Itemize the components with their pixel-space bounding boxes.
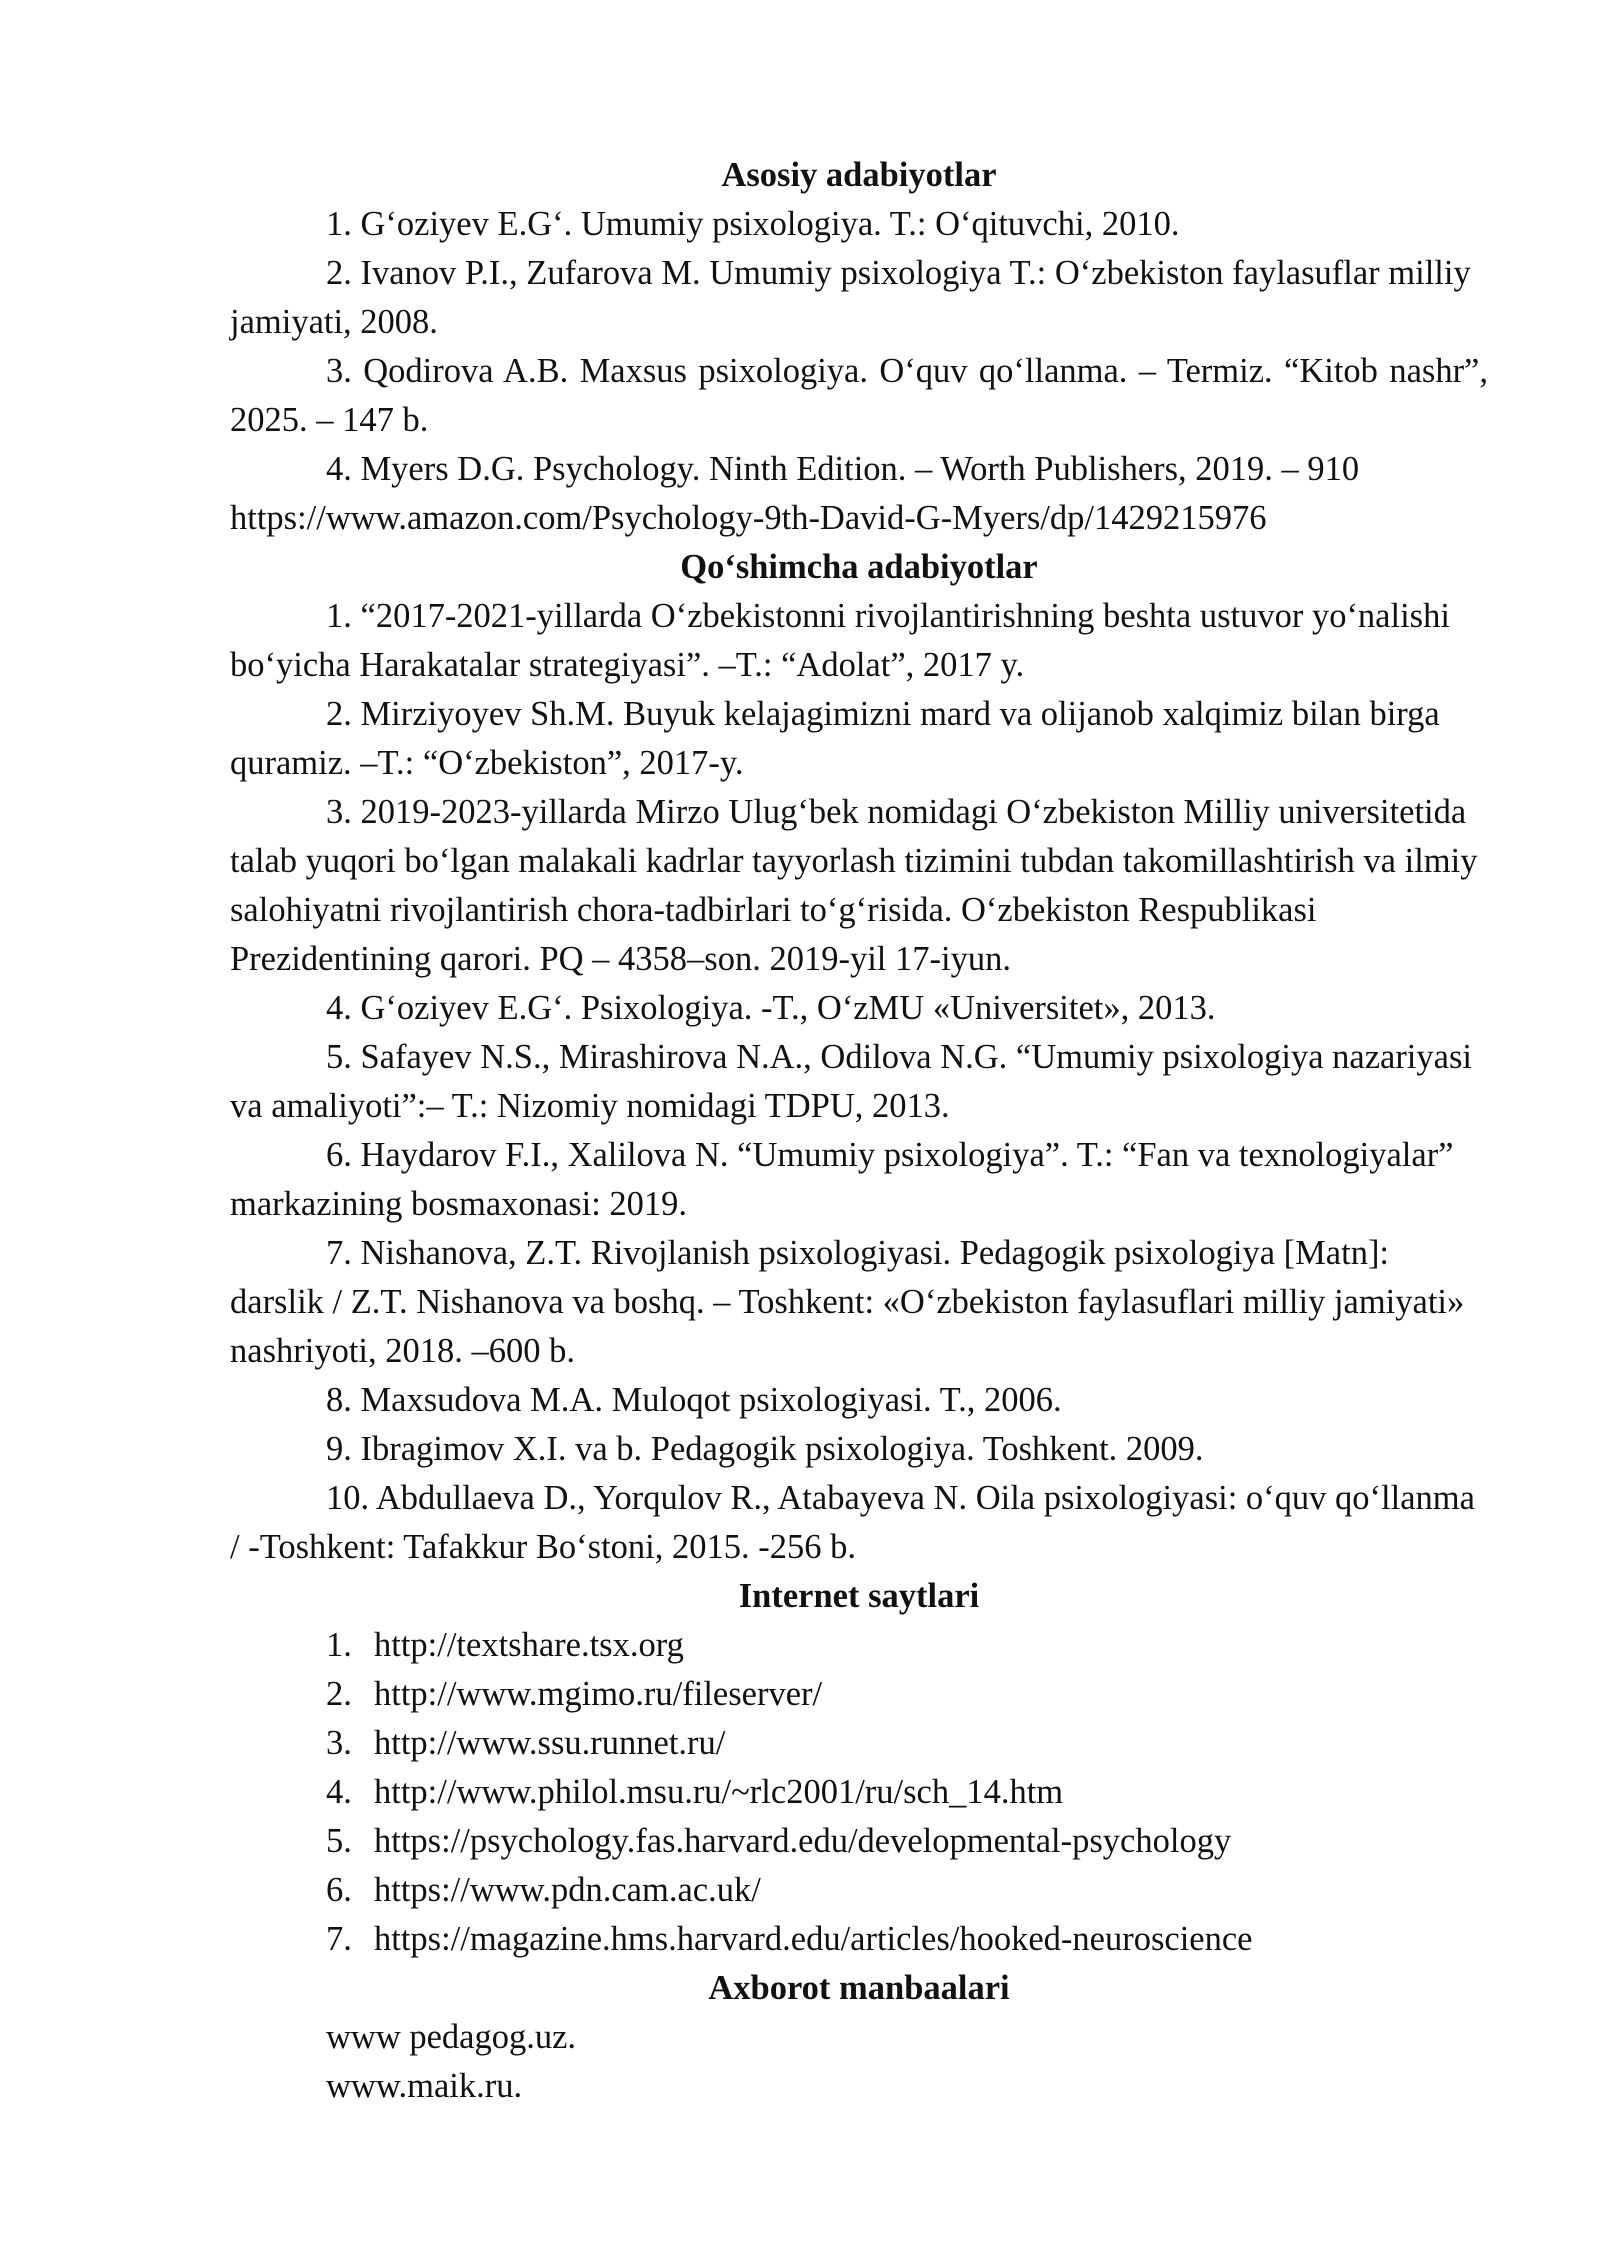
website-link[interactable]: http://www.mgimo.ru/fileserver/ bbox=[374, 1675, 823, 1713]
document-page bbox=[230, 151, 1488, 2111]
website-item bbox=[230, 1817, 1488, 1866]
website-item bbox=[230, 1670, 1488, 1719]
additional-literature-heading: Qo‘shimcha adabiyotlar bbox=[680, 548, 1038, 586]
additional-literature-item: 3. 2019-2023-yillarda Mirzo Ulug‘bek nomidagi O‘zbekiston Milliy universitetida talab yuqori bo‘lgan malakali kadrlar tayyorlash tizimini tubdan takomillashtirish va ilmiy salohiyatni rivojlantirish chora-tadbirlari to‘g‘risida. O‘zbekiston Respublikasi Prezidentining qarori. PQ – 4358–son. 2019-yil 17-iyun. bbox=[230, 793, 1478, 978]
website-link[interactable]: http://www.ssu.runnet.ru/ bbox=[374, 1724, 726, 1762]
main-literature-item: 4. Myers D.G. Psychology. Ninth Edition. – Worth Publishers, 2019. – 910 bbox=[326, 450, 1360, 488]
info-source-link[interactable]: www pedagog.uz. bbox=[326, 2018, 577, 2056]
website-item bbox=[230, 1621, 1488, 1670]
additional-literature-item: 8. Maxsudova M.A. Muloqot psixologiyasi. T., 2006. bbox=[326, 1381, 1062, 1419]
additional-literature-item: 2. Mirziyoyev Sh.M. Buyuk kelajagimizni mard va olijanob xalqimiz bilan birga quramiz. –T.: “O‘zbekiston”, 2017-y. bbox=[230, 695, 1440, 782]
additional-literature-item: 7. Nishanova, Z.T. Rivojlanish psixologiyasi. Pedagogik psixologiya [Matn]: darslik / Z.T. Nishanova va boshq. – Toshkent: «O‘zbekiston faylasuflari milliy jamiyati» nashriyoti, 2018. –600 b. bbox=[230, 1234, 1465, 1370]
website-item bbox=[230, 1719, 1488, 1768]
website-number: 2. bbox=[326, 1675, 352, 1713]
additional-literature-item: 1. “2017-2021-yillarda O‘zbekistonni rivojlantirishning beshta ustuvor yo‘nalishi bo‘yicha Harakatalar strategiyasi”. –T.: “Adolat”, 2017 y. bbox=[230, 597, 1450, 684]
additional-literature-item: 5. Safayev N.S., Mirashirova N.A., Odilova N.G. “Umumiy psixologiya nazariyasi va amaliyoti”:– T.: Nizomiy nomidagi TDPU, 2013. bbox=[230, 1038, 1472, 1125]
website-link[interactable]: http://www.philol.msu.ru/~rlc2001/ru/sch_14.htm bbox=[374, 1773, 1064, 1811]
website-item bbox=[230, 1915, 1488, 1964]
websites-heading: Internet saytlari bbox=[738, 1577, 980, 1615]
website-item bbox=[230, 1768, 1488, 1817]
info-source-link[interactable]: www.maik.ru. bbox=[326, 2067, 523, 2105]
main-literature-item: 1. G‘oziyev E.G‘. Umumiy psixologiya. T.: O‘qituvchi, 2010. bbox=[326, 205, 1180, 243]
website-number: 4. bbox=[326, 1773, 352, 1811]
additional-literature-item: 6. Haydarov F.I., Xalilova N. “Umumiy psixologiya”. T.: “Fan va texnologiyalar” markazining bosmaxonasi: 2019. bbox=[230, 1136, 1454, 1223]
main-literature-item: 2. Ivanov P.I., Zufarova M. Umumiy psixologiya T.: O‘zbekiston faylasuflar milliy jamiyati, 2008. bbox=[230, 254, 1471, 341]
additional-literature-item: 10. Abdullaeva D., Yorqulov R., Atabayeva N. Oila psixologiyasi: o‘quv qo‘llanma / -Toshkent: Tafakkur Bo‘stoni, 2015. -256 b. bbox=[230, 1479, 1475, 1566]
website-link[interactable]: http://textshare.tsx.org bbox=[374, 1626, 684, 1664]
website-item bbox=[230, 1866, 1488, 1915]
website-number: 1. bbox=[326, 1626, 352, 1664]
website-link[interactable]: https://www.pdn.cam.ac.uk/ bbox=[374, 1871, 761, 1909]
website-number: 6. bbox=[326, 1871, 352, 1909]
website-link[interactable]: https://magazine.hms.harvard.edu/articles/hooked-neuroscience bbox=[374, 1920, 1253, 1958]
main-literature-heading: Asosiy adabiyotlar bbox=[721, 156, 997, 194]
main-literature-item: 3. Qodirova A.B. Maxsus psixologiya. O‘quv qo‘llanma. – Termiz. “Kitob nashr”, 2025. – 147 b. bbox=[230, 352, 1488, 439]
website-number: 3. bbox=[326, 1724, 352, 1762]
website-link[interactable]: https://psychology.fas.harvard.edu/developmental-psychology bbox=[374, 1822, 1232, 1860]
website-number: 7. bbox=[326, 1920, 352, 1958]
info-sources-heading: Axborot manbaalari bbox=[708, 1969, 1010, 2007]
main-literature-url[interactable]: https://www.amazon.com/Psychology-9th-David-G-Myers/dp/1429215976 bbox=[230, 499, 1267, 537]
additional-literature-item: 9. Ibragimov X.I. va b. Pedagogik psixologiya. Toshkent. 2009. bbox=[326, 1430, 1204, 1468]
website-number: 5. bbox=[326, 1822, 352, 1860]
additional-literature-item: 4. G‘oziyev E.G‘. Psixologiya. -T., O‘zMU «Universitet», 2013. bbox=[326, 989, 1216, 1027]
websites-list bbox=[230, 1621, 1488, 1964]
